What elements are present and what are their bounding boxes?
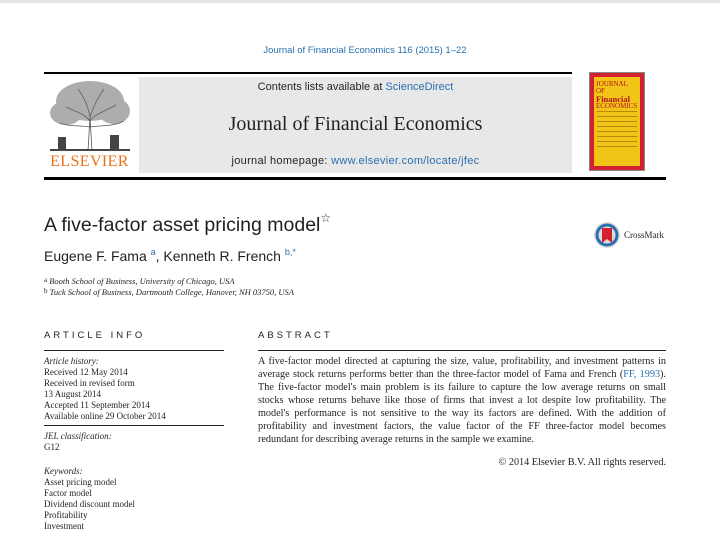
homepage-link[interactable]: www.elsevier.com/locate/jfec [331, 155, 480, 167]
cover-decoration [597, 111, 637, 151]
journal-banner [139, 77, 572, 173]
cover-text-line2: Financial [596, 94, 631, 104]
crossmark-label: CrossMark [624, 230, 664, 240]
keywords [44, 466, 224, 532]
abstract-text [258, 355, 666, 446]
keyword-item: Dividend discount model [44, 499, 135, 509]
abstract-text-part2: ). The five-factor model's main problem is its failure to capture the low average returns on small stocks whose returns behave like those of firms that invest a lot despite low profitability. The model's performance is not sensitive to the way its factors are defined. With the addition of profitability and investment factors, the value factor of the FF three-factor model becomes redundant for describing average returns in the sample we examine. [258, 369, 666, 445]
keyword-item: Factor model [44, 488, 92, 498]
article-info-rule [44, 350, 224, 351]
article-title [44, 211, 332, 237]
jel-code: G12 [44, 442, 60, 452]
history-entry: Received 12 May 2014 [44, 367, 128, 377]
cover-text-line3: ECONOMICS [596, 102, 638, 110]
title-footnote-mark[interactable]: ☆ [320, 211, 332, 225]
journal-citation-link[interactable]: Journal of Financial Economics 116 (2015) 1–22 [263, 45, 467, 56]
history-entry: Accepted 11 September 2014 [44, 400, 150, 410]
jel-classification [44, 431, 224, 453]
crossmark-button[interactable] [593, 220, 673, 250]
top-border [0, 0, 720, 3]
affiliation-mark: b [44, 287, 48, 295]
article-info-heading: ARTICLE INFO [44, 330, 146, 341]
elsevier-wordmark: ELSEVIER [50, 153, 129, 170]
cover-panel [594, 77, 640, 166]
author-separator: , [155, 248, 164, 264]
history-entry: Received in revised form [44, 378, 135, 388]
author-name[interactable]: Kenneth R. French [163, 248, 281, 264]
cover-text-line1: JOURNAL OF [596, 80, 628, 95]
history-entry: Available online 29 October 2014 [44, 411, 166, 421]
sciencedirect-link[interactable]: ScienceDirect [385, 81, 454, 93]
abstract-heading: ABSTRACT [258, 330, 333, 341]
journal-cover-thumbnail[interactable] [589, 72, 645, 171]
author-affiliation-mark[interactable]: b,* [284, 247, 296, 257]
header-top-rule [44, 72, 572, 74]
history-label: Article history: [44, 356, 99, 366]
header-bottom-rule [44, 177, 666, 180]
homepage-line [139, 155, 572, 167]
copyright-notice: © 2014 Elsevier B.V. All rights reserved. [498, 457, 666, 468]
homepage-prefix: journal homepage: [231, 155, 332, 167]
keyword-item: Asset pricing model [44, 477, 117, 487]
elsevier-tree-icon [44, 77, 135, 153]
crossmark-icon [593, 220, 623, 250]
affiliation-b [44, 287, 294, 297]
keyword-item: Profitability [44, 510, 88, 520]
jel-label: JEL classification: [44, 431, 112, 441]
history-rule [44, 425, 224, 426]
contents-line [139, 81, 572, 93]
author-list [44, 248, 296, 264]
history-entry: 13 August 2014 [44, 389, 102, 399]
contents-prefix: Contents lists available at [257, 81, 386, 93]
affiliation-text: Booth School of Business, University of Chicago, USA [49, 276, 235, 286]
author-affiliation-mark[interactable]: a [150, 247, 156, 257]
affiliation-text: Tuck School of Business, Dartmouth College, Hanover, NH 03750, USA [49, 287, 294, 297]
keyword-item: Investment [44, 521, 84, 531]
keywords-label: Keywords: [44, 466, 83, 476]
journal-title: Journal of Financial Economics [228, 113, 483, 135]
article-title-text: A five-factor asset pricing model [44, 214, 321, 236]
cover-title [596, 81, 638, 110]
ff-1993-citation-link[interactable]: FF, 1993 [623, 369, 661, 380]
article-history [44, 356, 224, 422]
affiliation-a [44, 276, 235, 286]
elsevier-logo[interactable] [44, 77, 135, 174]
author-name[interactable]: Eugene F. Fama [44, 248, 147, 264]
affiliation-mark: a [44, 276, 48, 284]
abstract-text-part1: A five-factor model directed at capturing the size, value, profitability, and investment patterns in average stock returns performs better than the three-factor model of Fama and French ( [258, 356, 666, 380]
abstract-rule [258, 350, 666, 351]
